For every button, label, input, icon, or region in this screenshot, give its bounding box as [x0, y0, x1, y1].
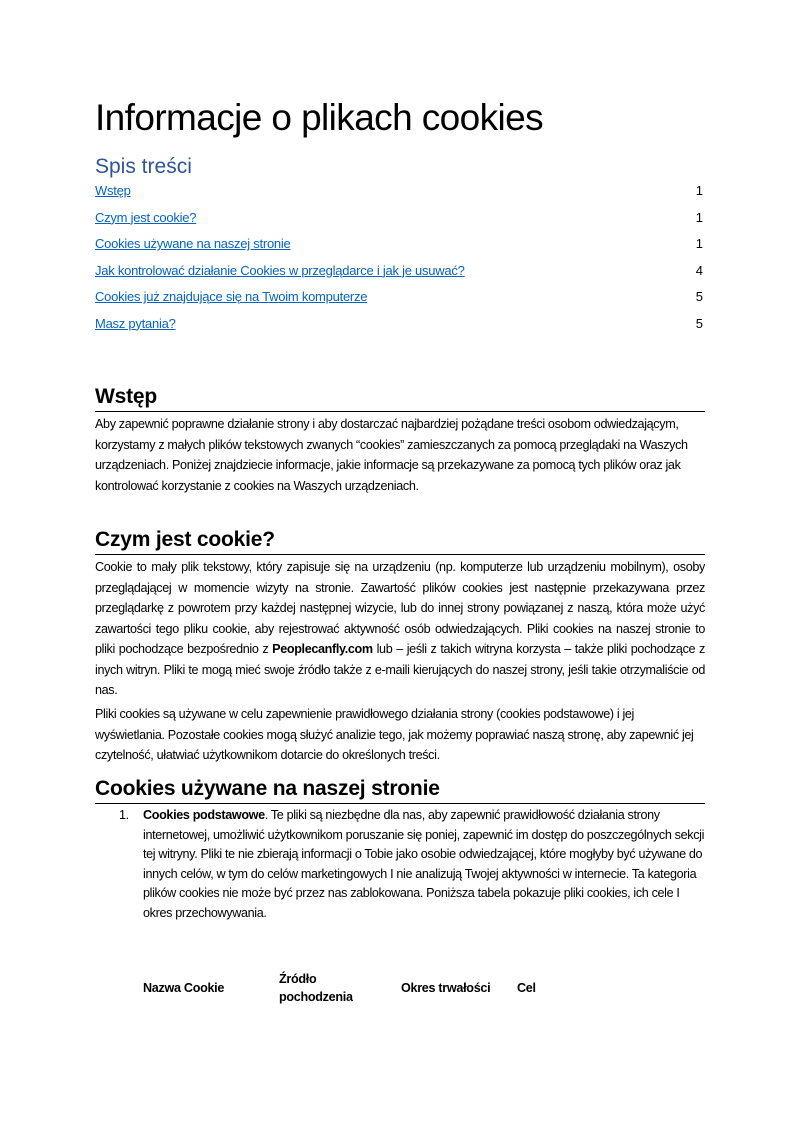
toc-item [95, 260, 705, 287]
toc-item [95, 207, 705, 234]
site-name: Peoplecanfly.com [272, 642, 373, 656]
what-is-paragraph-2: Pliki cookies są używane w celu zapewnienie prawidłowego działania strony (cookies podstawowe) i jej wyświetlania. Pozostałe cookies mogą służyć analizie tego, jak możemy poprawiać naszą stronę, aby zapewnić jej czytelność, ułatwiać użytkownikom dotarcie do określonych treści. [95, 707, 694, 762]
toc-link-cookies-na-komputerze[interactable]: Cookies już znajdujące się na Twoim komputerze [95, 289, 368, 304]
table-header-zrodlo-text: Źródło pochodzenia [279, 972, 353, 1004]
list-item-text: . Te pliki są niezbędne dla nas, aby zapewnić prawidłowość działania strony internetowej, umożliwić użytkownikom poruszanie się poniej, zapewnić im dostęp do poszczególnych sekcji tej witryny. Pliki te nie zbierają informacji o Tobie jako osobie odwiedzającej, które mogłyby być używane do innych celów, w tym do celów marketingowych I nie analizują Twojej aktywności w internecie. Ta kategoria plików cookies nie może być przez nas zablokowana. Poniższa tabela pokazuje pliki cookies, ich cele I okres przechowywania. [143, 808, 705, 920]
what-is-text: lub – jeśli z takich witryna korzysta – także pliki pochodzące z inych witryn. Pliki te mogą mieć swoje źródło także z e-maili kierujących do naszej strony, jeśli takie otrzymaliście od nas. [95, 642, 705, 697]
toc-page-number: 1 [695, 236, 703, 251]
section-heading-wstep: Wstęp [95, 384, 705, 412]
table-header-zrodlo [279, 970, 401, 1006]
toc-link-wstep[interactable]: Wstęp [95, 183, 131, 198]
table-header-row [143, 970, 577, 1006]
section-heading-cookies-uzywane: Cookies używane na naszej stronie [95, 776, 705, 804]
toc-item [95, 286, 705, 313]
list-item-title: Cookies podstawowe [143, 808, 265, 822]
toc-link-jak-kontrolowac[interactable]: Jak kontrolować działanie Cookies w przeglądarce i jak je usuwać? [95, 262, 465, 278]
toc-page-number: 4 [695, 262, 703, 278]
table-of-contents [95, 180, 705, 339]
cookie-category-list [95, 806, 705, 924]
intro-paragraph: Aby zapewnić poprawne działanie strony i aby dostarczać najbardziej pożądane treści osobom odwiedzającym, korzystamy z małych plików tekstowych zwanych “cookies” zamieszczanych za pomocą przeglądaki na Waszych urządzeniach. Poniżej znajdziecie informacje, jakie informacje są przekazywane za pomocą tych plików oraz jak kontrolować korzystanie z cookies na Waszych urządzeniach. [95, 417, 688, 493]
cookies-table [143, 970, 577, 1006]
table-header-okres: Okres trwałości [401, 981, 491, 995]
what-is-paragraph-1 [95, 557, 705, 701]
toc-page-number: 1 [695, 183, 703, 198]
toc-page-number: 1 [695, 209, 703, 225]
list-item [95, 806, 705, 924]
toc-link-cookies-uzywane[interactable]: Cookies używane na naszej stronie [95, 236, 291, 251]
toc-item [95, 233, 705, 260]
toc-link-masz-pytania[interactable]: Masz pytania? [95, 315, 176, 331]
document-title: Informacje o plikach cookies [95, 97, 543, 138]
what-is-text: Cookie to mały plik tekstowy, który zapisuje się na urządzeniu (np. komputerze lub urządzeniu mobilnym), osoby przeglądającej w momencie wizyty na stronie. Zawartość plików cookies jest następnie przekazywana przez przeglądarkę z powrotem przy każdej następnej wizycie, lub do innej strony powiązanej z naszą, która może użyć zawartości tego pliku cookie, aby rejestrować aktywność osób odwiedzających. Pliki cookies na naszej stronie to pliki pochodzące bezpośrednio z [95, 560, 705, 656]
toc-title: Spis treści [95, 155, 192, 178]
toc-item [95, 180, 705, 207]
list-number: 1. [119, 808, 129, 822]
table-header-nazwa: Nazwa Cookie [143, 981, 225, 995]
section-heading-czym-jest-cookie: Czym jest cookie? [95, 527, 705, 555]
toc-link-czym-jest-cookie[interactable]: Czym jest cookie? [95, 209, 197, 225]
toc-page-number: 5 [695, 289, 703, 304]
table-header-cel: Cel [517, 981, 536, 995]
toc-page-number: 5 [695, 315, 703, 331]
toc-item [95, 313, 705, 340]
